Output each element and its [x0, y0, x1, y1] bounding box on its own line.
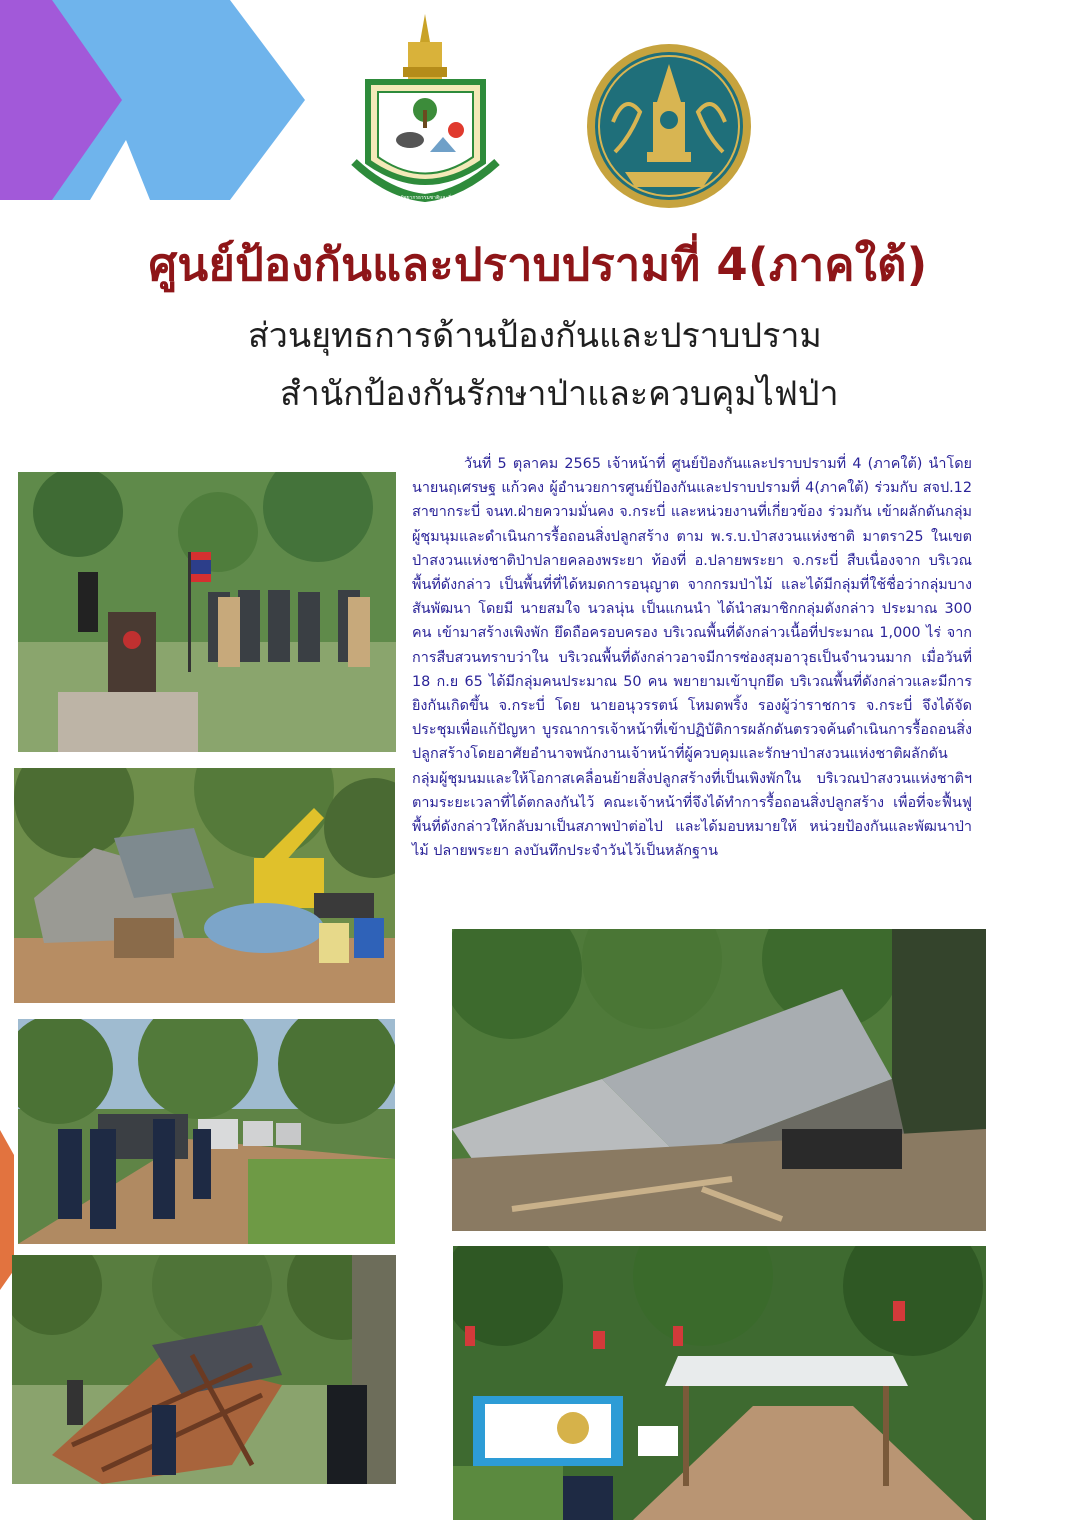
decor-top-left-shapes	[0, 0, 320, 210]
page-title: ศูนย์ป้องกันและปราบปรามที่ 4(ภาคใต้)	[148, 238, 928, 291]
ministry-logo-text: กระทรวงทรัพยากรธรรมชาติและสิ่งแวดล้อม	[377, 195, 473, 201]
photo-excavator-debris	[14, 768, 395, 1003]
article-body: วันที่ 5 ตุลาคม 2565 เจ้าหน้าที่ ศูนย์ป้องกันและปราบปรามที่ 4 (ภาคใต้) นำโดย นายนฤเศรษฐ แก้วคง ผู้อำนวยการศูนย์ป้องกันและปราบปรามที่ 4(ภาคใต้) ร่วมกับ สจป.12 สาขากระบี่ จนท.ฝ่ายความมั่นคง จ.กระบี่ และหน่วยงานที่เกี่ยวข้อง ร่วมกัน เข้าผลักดันกลุ่มผู้ชุมนุมและดำเนินการรื้อถอนสิ่งปลูกสร้าง ตาม พ.ร.บ.ป่าสงวนแห่งชาติ มาตรา25 ในเขตป่าสงวนแห่งชาติป่าปลายคลองพระยา ท้องที่ อ.ปลายพระยา จ.กระบี่ สืบเนื่องจาก บริเวณพื้นที่ดังกล่าว เป็นพื้นที่ที่ได้หมดการอนุญาต จากกรมป่าไม้ และได้มีกลุ่มที่ใช้ชื่อว่ากลุ่มบางสันพัฒนา โดยมี นายสมใจ นวลนุ่น เป็นแกนนำ ได้นำสมาชิกกลุ่มดังกล่าว ประมาณ 300 คน เข้ามาสร้างเพิงพัก ยึดถือครอบครอง บริเวณพื้นที่ดังกล่าวเนื้อที่ประมาณ 1,000 ไร่ จากการสืบสวนทราบว่าใน บริเวณพื้นที่ดังกล่าวอาจมีการซ่องสุมอาวุธเป็นจำนวนมาก เมื่อวันที่ 18 ก.ย 65 ได้มีกลุ่มคนประมาณ 50 คน พยายามเข้าบุกยึด บริเวณพื้นที่ดังกล่าวและมีการยิงกันเกิดขึ้น จ.กระบี่ โดย นายอนุวรรตน์ โหมดพริ้ง รองผู้ว่าราชการ จ.กระบี่ จึงได้จัดประชุมเพื่อแก้ปัญหา บูรณาการเจ้าหน้าที่เข้าปฏิบัติการผลักดันตรวจค้นดำเนินการรื้อถอนสิ่งปลูกสร้างโดยอาศัยอำนาจพนักงานเจ้าหน้าที่ผู้ควบคุมและรักษาป่าสงวนแห่งชาติผลักดันกลุ่มผู้ชุมนมและให้โอกาสเคลื่อนย้ายสิ่งปลูกสร้างที่เป็นเพิงพักใน บริเวณป่าสงวนแห่งชาติฯตามระยะเวลาที่ได้ตกลงกันไว้ คณะเจ้าหน้าที่จึงได้ทำการรื้อถอนสิ่งปลูกสร้าง เพื่อที่จะฟื้นฟูพื้นที่ดังกล่าวให้กลับมาเป็นสภาพป่าต่อไป และได้มอบหมายให้ หน่วยป้องกันและพัฒนาป่าไม้ ปลายพระยา ลงบันทึกประจำวันไว้เป็นหลักฐาน	[412, 456, 972, 860]
photo-ceremony-podium	[18, 472, 396, 752]
subtitle-division: ส่วนยุทธการด้านป้องกันและปราบปราม	[248, 316, 822, 356]
subtitle-office: สำนักป้องกันรักษาป่าและควบคุมไฟป่า	[280, 374, 839, 414]
photo-demolition-wood	[12, 1255, 396, 1484]
photo-officers-road	[18, 1019, 395, 1244]
photo-camp-gate	[453, 1246, 986, 1520]
forest-department-seal	[585, 42, 753, 210]
photo-collapsed-shack	[452, 929, 986, 1231]
ministry-logo	[348, 12, 503, 207]
